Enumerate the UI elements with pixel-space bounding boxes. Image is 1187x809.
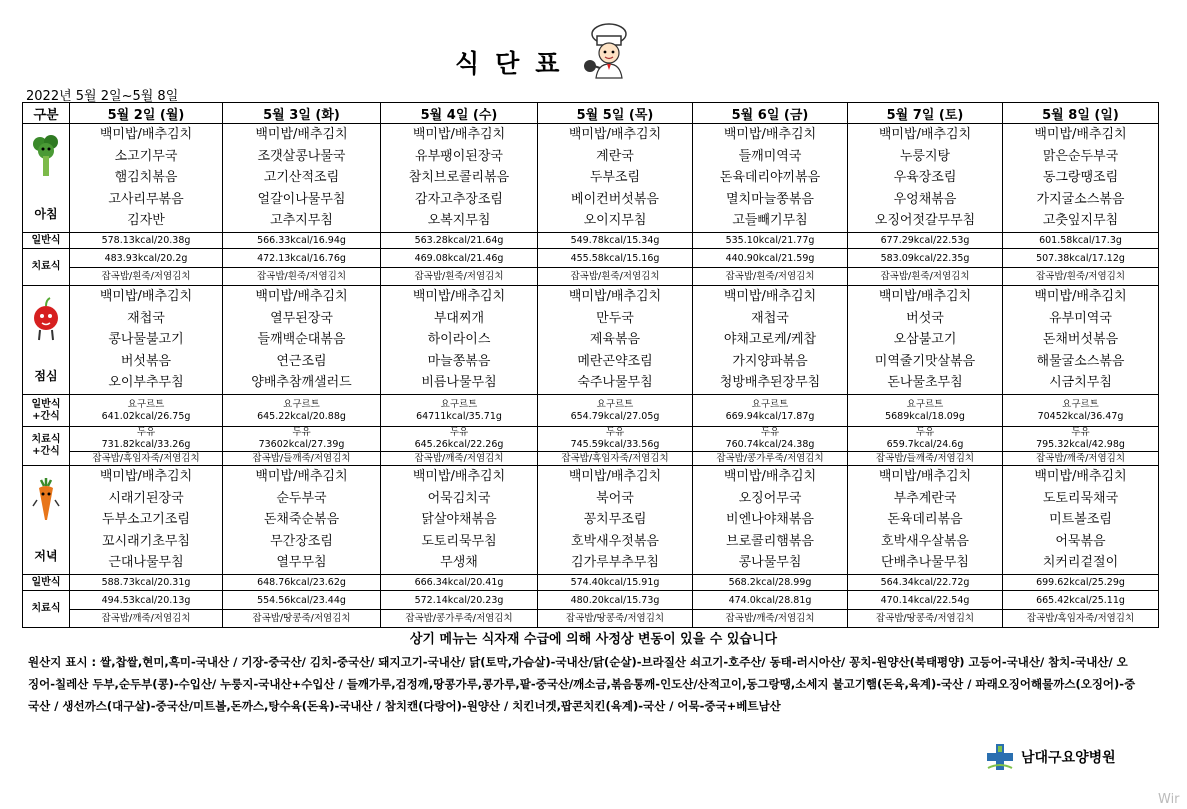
lunch-menu-cell (70, 286, 223, 395)
dinner-menu-cell (1003, 466, 1159, 575)
hospital-logo (985, 742, 1116, 772)
menu-item: 고기산적조림 (263, 170, 340, 186)
kcal-cell: 563.28kcal/21.64g (381, 233, 538, 249)
menu-item: 백미밥/배추김치 (568, 127, 662, 143)
menu-item: 햄김치볶음 (114, 170, 178, 186)
menu-item: 부대찌개 (433, 310, 485, 326)
breakfast-menu-cell (70, 124, 223, 233)
menu-item: 백미밥/배추김치 (99, 469, 193, 485)
menu-item: 하이라이스 (427, 332, 491, 348)
lunch-therapy-snack-row (23, 427, 1159, 466)
kcal-value: 669.94kcal/17.87g (725, 410, 815, 422)
menu-item: 들깨미역국 (738, 148, 802, 164)
therapy-note: 잡곡밥/흰죽/저염김치 (257, 270, 346, 282)
apple-icon (31, 296, 61, 342)
breakfast-label-cell (23, 124, 70, 233)
menu-item: 백미밥/배추김치 (723, 289, 817, 305)
therapy-note: 잡곡밥/깨죽/저염김치 (725, 612, 815, 624)
lunch-menu-cell (848, 286, 1003, 395)
snack-cell (223, 427, 381, 466)
row-label: 치료식+간식 (23, 427, 70, 466)
menu-item: 꼬시래기초무침 (102, 533, 190, 549)
dinner-label: 저녁 (34, 549, 58, 563)
menu-item: 버섯국 (906, 310, 944, 326)
therapy-cell (538, 591, 693, 628)
kcal-cell: 666.34kcal/20.41g (381, 575, 538, 591)
menu-item: 백미밥/배추김치 (1034, 289, 1127, 305)
dinner-label-cell (23, 466, 70, 575)
menu-item: 마늘쫑볶음 (427, 353, 491, 369)
menu-item: 북어국 (596, 490, 634, 506)
row-label: 치료식 (23, 249, 70, 286)
menu-item: 열무무침 (276, 555, 327, 571)
menu-item: 고춧잎지무침 (1042, 213, 1119, 229)
menu-item: 두부소고기조림 (102, 512, 190, 528)
menu-item: 호박새우젓볶음 (571, 533, 659, 549)
kcal-value: 645.22kcal/20.88g (257, 410, 346, 422)
kcal-value: 73602kcal/27.39g (258, 438, 345, 450)
menu-item: 오이부추무침 (108, 375, 184, 391)
snack-cell (538, 427, 693, 466)
breakfast-menu-cell (381, 124, 538, 233)
menu-item: 우육장조림 (893, 170, 957, 186)
menu-item: 고사리무볶음 (108, 191, 184, 207)
kcal-value: 480.20kcal/15.73g (538, 592, 692, 610)
menu-item: 백미밥/배추김치 (1034, 127, 1127, 143)
menu-item: 가지양파볶음 (732, 353, 808, 369)
dinner-menu-cell (223, 466, 381, 575)
menu-item: 계란국 (596, 148, 634, 164)
menu-item: 오이지무침 (583, 213, 647, 229)
day-header: 5월 2일 (월) (70, 103, 223, 124)
menu-item: 백미밥/배추김치 (412, 127, 506, 143)
dinner-menu-cell (381, 466, 538, 575)
lunch-label: 점심 (34, 369, 58, 383)
menu-item: 돈채버섯볶음 (1042, 332, 1119, 348)
menu-item: 시래기된장국 (108, 490, 184, 506)
menu-item: 순두부국 (276, 490, 327, 506)
kcal-value: 5689kcal/18.09g (885, 410, 965, 422)
breakfast-menu-cell (693, 124, 848, 233)
therapy-note: 잡곡밥/흑임자죽/저염김치 (538, 451, 692, 465)
kcal-value: 654.79kcal/27.05g (570, 410, 660, 422)
menu-item: 오징어젓갈무무침 (874, 213, 976, 229)
kcal-cell: 601.58kcal/17.3g (1003, 233, 1159, 249)
menu-item: 백미밥/배추김치 (878, 127, 972, 143)
therapy-note: 잡곡밥/흰죽/저염김치 (101, 270, 191, 282)
day-header: 5월 4일 (수) (381, 103, 538, 124)
kcal-value: 474.0kcal/28.81g (693, 592, 847, 610)
therapy-cell (848, 249, 1003, 286)
snack-cell (381, 395, 538, 427)
dinner-menu-row (23, 466, 1159, 575)
therapy-cell (1003, 249, 1159, 286)
menu-item: 백미밥/배추김치 (878, 469, 972, 485)
kcal-value: 665.42kcal/25.11g (1003, 592, 1158, 610)
menu-item: 백미밥/배추김치 (568, 469, 662, 485)
menu-item: 백미밥/배추김치 (568, 289, 662, 305)
breakfast-menu-cell (848, 124, 1003, 233)
therapy-cell (223, 249, 381, 286)
menu-item: 무간장조림 (270, 533, 333, 549)
broccoli-icon (31, 134, 61, 180)
menu-item: 만두국 (596, 310, 634, 326)
therapy-note: 잡곡밥/흑임자죽/저염김치 (70, 451, 222, 465)
menu-item: 동그랑땡조림 (1042, 170, 1119, 186)
menu-item: 꽁치무조림 (583, 512, 647, 528)
dinner-menu-cell (538, 466, 693, 575)
therapy-cell (538, 249, 693, 286)
menu-item: 근대나물무침 (108, 555, 184, 571)
menu-item: 열무된장국 (270, 310, 333, 326)
kcal-value: 583.09kcal/22.35g (848, 250, 1002, 268)
menu-item: 무생채 (440, 555, 478, 571)
kcal-value: 507.38kcal/17.12g (1003, 250, 1158, 268)
menu-item: 브로콜리햄볶음 (726, 533, 814, 549)
menu-item: 고추지무침 (270, 213, 333, 229)
kcal-value: 731.82kcal/33.26g (101, 438, 191, 450)
lunch-label-cell (23, 286, 70, 395)
therapy-note: 잡곡밥/깨죽/저염김치 (1003, 451, 1158, 465)
snack-name: 요구르트 (1062, 399, 1099, 410)
menu-item: 맑은순두부국 (1042, 148, 1119, 164)
lunch-menu-cell (538, 286, 693, 395)
kcal-value: 483.93kcal/20.2g (70, 250, 222, 268)
menu-item: 야채고로케/케찹 (723, 332, 817, 348)
lunch-menu-cell (1003, 286, 1159, 395)
therapy-note: 잡곡밥/땅콩죽/저염김치 (252, 612, 351, 624)
snack-cell (848, 395, 1003, 427)
lunch-menu-cell (223, 286, 381, 395)
menu-item: 백미밥/배추김치 (723, 469, 817, 485)
therapy-cell (848, 591, 1003, 628)
lunch-menu-cell (381, 286, 538, 395)
snack-cell (1003, 427, 1159, 466)
kcal-value: 455.58kcal/15.16g (538, 250, 692, 268)
snack-name: 요구르트 (596, 399, 634, 410)
menu-item: 백미밥/배추김치 (1034, 469, 1127, 485)
kcal-value: 760.74kcal/24.38g (725, 438, 815, 450)
menu-item: 가지굴소스볶음 (1036, 191, 1125, 207)
breakfast-therapy-row (23, 249, 1159, 286)
menu-item: 해물굴소스볶음 (1036, 353, 1125, 369)
menu-item: 소고기무국 (114, 148, 178, 164)
row-label: 일반식 (23, 575, 70, 591)
kcal-cell: 566.33kcal/16.94g (223, 233, 381, 249)
header-row (23, 103, 1159, 124)
kcal-cell: 574.40kcal/15.91g (538, 575, 693, 591)
kcal-value: 745.59kcal/33.56g (570, 438, 660, 450)
date-range: 2022년 5월 2일~5월 8일 (26, 89, 179, 104)
snack-name: 두유 (136, 427, 156, 438)
kcal-cell: 568.2kcal/28.99g (693, 575, 848, 591)
snack-cell (381, 427, 538, 466)
snack-name: 요구르트 (751, 399, 789, 410)
therapy-note: 잡곡밥/흰죽/저염김치 (1036, 270, 1125, 282)
day-header: 5월 3일 (화) (223, 103, 381, 124)
menu-table (22, 102, 1159, 628)
menu-item: 어묵볶음 (1055, 533, 1106, 549)
watermark: Wir (1158, 792, 1180, 807)
menu-item: 백미밥/배추김치 (412, 289, 506, 305)
day-header: 5월 8일 (일) (1003, 103, 1159, 124)
kcal-cell: 578.13kcal/20.38g (70, 233, 223, 249)
therapy-note: 잡곡밥/흰죽/저염김치 (570, 270, 660, 282)
dinner-menu-cell (693, 466, 848, 575)
lunch-menu-row (23, 286, 1159, 395)
row-label: 일반식 (23, 233, 70, 249)
therapy-cell (693, 591, 848, 628)
breakfast-menu-cell (1003, 124, 1159, 233)
menu-item: 버섯볶음 (120, 353, 172, 369)
kcal-value: 70452kcal/36.47g (1037, 410, 1124, 422)
snack-cell (693, 395, 848, 427)
menu-item: 고들빼기무침 (732, 213, 808, 229)
menu-item: 재첩국 (751, 310, 789, 326)
menu-item: 메란곤약조림 (577, 353, 653, 369)
notice: 상기 메뉴는 식자재 수급에 의해 사정상 변동이 있을 수 있습니다 (409, 632, 778, 647)
header-label: 구분 (23, 103, 70, 124)
menu-item: 유부미역국 (1049, 310, 1112, 326)
menu-item: 도토리묵무침 (421, 533, 497, 549)
lunch-general-snack-row (23, 395, 1159, 427)
therapy-note: 잡곡밥/깨죽/저염김치 (381, 451, 537, 465)
menu-item: 오징어무국 (738, 490, 802, 506)
menu-item: 베이컨버섯볶음 (571, 191, 659, 207)
kcal-cell: 699.62kcal/25.29g (1003, 575, 1159, 591)
therapy-note: 잡곡밥/콩가루죽/저염김치 (405, 612, 513, 624)
cross-icon (985, 742, 1015, 772)
dinner-therapy-row (23, 591, 1159, 628)
menu-item: 백미밥/배추김치 (723, 127, 817, 143)
kcal-value: 472.13kcal/16.76g (223, 250, 380, 268)
snack-name: 두유 (1071, 427, 1090, 438)
menu-item: 유부팽이된장국 (415, 148, 503, 164)
breakfast-general-row (23, 233, 1159, 249)
chef-icon (578, 20, 640, 82)
menu-item: 치커리겉절이 (1042, 555, 1119, 571)
kcal-value: 470.14kcal/22.54g (848, 592, 1002, 610)
dinner-menu-cell (70, 466, 223, 575)
snack-cell (1003, 395, 1159, 427)
menu-item: 콩나물불고기 (108, 332, 184, 348)
therapy-note: 잡곡밥/흰죽/저염김치 (880, 270, 970, 282)
kcal-value: 440.90kcal/21.59g (693, 250, 847, 268)
snack-name: 두유 (605, 427, 625, 438)
menu-item: 미역줄기맛살볶음 (874, 353, 976, 369)
menu-item: 백미밥/배추김치 (255, 127, 348, 143)
therapy-cell (693, 249, 848, 286)
breakfast-menu-cell (223, 124, 381, 233)
menu-item: 조갯살콩나물국 (257, 148, 346, 164)
kcal-value: 572.14kcal/20.23g (381, 592, 537, 610)
menu-item: 비엔나야채볶음 (726, 512, 814, 528)
lunch-menu-cell (693, 286, 848, 395)
kcal-cell: 677.29kcal/22.53g (848, 233, 1003, 249)
therapy-cell (1003, 591, 1159, 628)
menu-item: 돈채죽순볶음 (263, 512, 340, 528)
kcal-cell: 588.73kcal/20.31g (70, 575, 223, 591)
menu-item: 돈나물초무침 (887, 375, 963, 391)
therapy-cell (70, 591, 223, 628)
snack-name: 요구르트 (906, 399, 944, 410)
snack-name: 요구르트 (283, 399, 320, 410)
menu-item: 백미밥/배추김치 (99, 289, 193, 305)
menu-item: 어묵김치국 (427, 490, 491, 506)
menu-item: 비름나물무침 (421, 375, 497, 391)
menu-item: 숙주나물무침 (577, 375, 653, 391)
kcal-value: 64711kcal/35.71g (416, 410, 502, 422)
snack-cell (538, 395, 693, 427)
snack-cell (848, 427, 1003, 466)
snack-cell (70, 427, 223, 466)
snack-cell (693, 427, 848, 466)
menu-item: 돈육데리볶음 (887, 512, 963, 528)
menu-item: 돈육데리야끼볶음 (719, 170, 821, 186)
hospital-name: 남대구요양병원 (1021, 750, 1116, 766)
menu-item: 김가루부추무침 (571, 555, 659, 571)
origin-info: 원산지 표시 : 쌀,찹쌀,현미,흑미-국내산 / 기장-중국산/ 김치-중국산/ 돼지고기-국내산/ 닭(토막,가슴살)-국내산/닭(순살)-브라질산 쇠고기-호주산/ 동태-러시아산/ 꽁치-원양산(북태평양) 고등어-국내산/ 참치-국내산/ 오징어-칠레산 두부,순두부(콩)-수입산/ 누룽지-국내산+수입산 / 들깨가루,검정깨,땅콩가루,콩가루,팥-중국산/깨소금,볶음통깨-인도산/산적고이,동그랑땡,소세지 불고기햄(돈육,육계)-국산 / 파래오징어해물까스(오징어)-중국산 / 생선까스(대구살)-중국산/미트볼,돈까스,탕수육(돈육)-국내산 / 참치캔(다랑어)-원양산 / 치킨너겟,팝콘치킨(육계)-국산 / 어묵-중국+베트남산 (28, 655, 1136, 713)
kcal-cell: 549.78kcal/15.34g (538, 233, 693, 249)
menu-item: 오복지무침 (427, 213, 491, 229)
menu-item: 시금치무침 (1049, 375, 1112, 391)
menu-item: 백미밥/배추김치 (99, 127, 193, 143)
menu-item: 재첩국 (127, 310, 165, 326)
menu-item: 백미밥/배추김치 (412, 469, 506, 485)
snack-cell (70, 395, 223, 427)
therapy-note: 잡곡밥/들깨죽/저염김치 (848, 451, 1002, 465)
breakfast-menu-cell (538, 124, 693, 233)
therapy-note: 잡곡밥/흑임자죽/저염김치 (1026, 612, 1135, 624)
therapy-cell (381, 591, 538, 628)
menu-item: 양배추참깨샐러드 (251, 375, 352, 391)
snack-name: 두유 (915, 427, 935, 438)
menu-item: 백미밥/배추김치 (878, 289, 972, 305)
menu-item: 콩나물무침 (738, 555, 802, 571)
menu-item: 누룽지탕 (899, 148, 951, 164)
snack-name: 두유 (760, 427, 780, 438)
snack-name: 요구르트 (127, 399, 165, 410)
kcal-value: 795.32kcal/42.98g (1036, 438, 1125, 450)
menu-item: 청방배추된장무침 (719, 375, 821, 391)
page-title: 식단표 (455, 49, 576, 78)
day-header: 5월 7일 (토) (848, 103, 1003, 124)
therapy-cell (70, 249, 223, 286)
breakfast-label: 아침 (34, 207, 58, 221)
menu-item: 얼갈이나물무침 (257, 191, 346, 207)
menu-item: 두부조림 (589, 170, 641, 186)
day-header: 5월 5일 (목) (538, 103, 693, 124)
therapy-cell (381, 249, 538, 286)
therapy-note: 잡곡밥/흰죽/저염김치 (725, 270, 815, 282)
menu-item: 김자반 (127, 213, 165, 229)
menu-item: 오삼불고기 (893, 332, 957, 348)
snack-cell (223, 395, 381, 427)
menu-item: 연근조림 (276, 353, 327, 369)
snack-name: 요구르트 (440, 399, 478, 410)
snack-name: 두유 (292, 427, 311, 438)
row-label: 일반식+간식 (23, 395, 70, 427)
menu-item: 백미밥/배추김치 (255, 469, 348, 485)
menu-item: 멸치마늘쫑볶음 (726, 191, 814, 207)
carrot-icon (31, 476, 61, 522)
kcal-value: 469.08kcal/21.46g (381, 250, 537, 268)
dinner-menu-cell (848, 466, 1003, 575)
dinner-general-row (23, 575, 1159, 591)
menu-item: 제육볶음 (589, 332, 641, 348)
menu-item: 들깨백순대볶음 (257, 332, 346, 348)
kcal-value: 554.56kcal/23.44g (223, 592, 380, 610)
therapy-note: 잡곡밥/땅콩죽/저염김치 (565, 612, 665, 624)
menu-item: 도토리묵채국 (1042, 490, 1119, 506)
therapy-note: 잡곡밥/흰죽/저염김치 (414, 270, 504, 282)
menu-item: 참치브로콜리볶음 (408, 170, 510, 186)
menu-item: 단배추나물무침 (881, 555, 969, 571)
menu-item: 부추계란국 (893, 490, 957, 506)
menu-item: 감자고추장조림 (415, 191, 503, 207)
day-header: 5월 6일 (금) (693, 103, 848, 124)
breakfast-menu-row (23, 124, 1159, 233)
menu-item: 닭살야채볶음 (421, 512, 497, 528)
therapy-note: 잡곡밥/콩가루죽/저염김치 (693, 451, 847, 465)
kcal-value: 494.53kcal/20.13g (70, 592, 222, 610)
kcal-value: 659.7kcal/24.6g (886, 438, 964, 450)
snack-name: 두유 (449, 427, 469, 438)
therapy-note: 잡곡밥/들깨죽/저염김치 (223, 451, 380, 465)
row-label: 치료식 (23, 591, 70, 628)
kcal-value: 641.02kcal/26.75g (101, 410, 191, 422)
kcal-cell: 564.34kcal/22.72g (848, 575, 1003, 591)
kcal-cell: 535.10kcal/21.77g (693, 233, 848, 249)
kcal-cell: 648.76kcal/23.62g (223, 575, 381, 591)
menu-item: 호박새우살볶음 (881, 533, 969, 549)
menu-item: 백미밥/배추김치 (255, 289, 348, 305)
therapy-note: 잡곡밥/땅콩죽/저염김치 (875, 612, 975, 624)
therapy-cell (223, 591, 381, 628)
therapy-note: 잡곡밥/깨죽/저염김치 (101, 612, 191, 624)
menu-item: 미트볼조림 (1049, 512, 1112, 528)
menu-item: 우엉채볶음 (893, 191, 957, 207)
kcal-value: 645.26kcal/22.26g (414, 438, 504, 450)
